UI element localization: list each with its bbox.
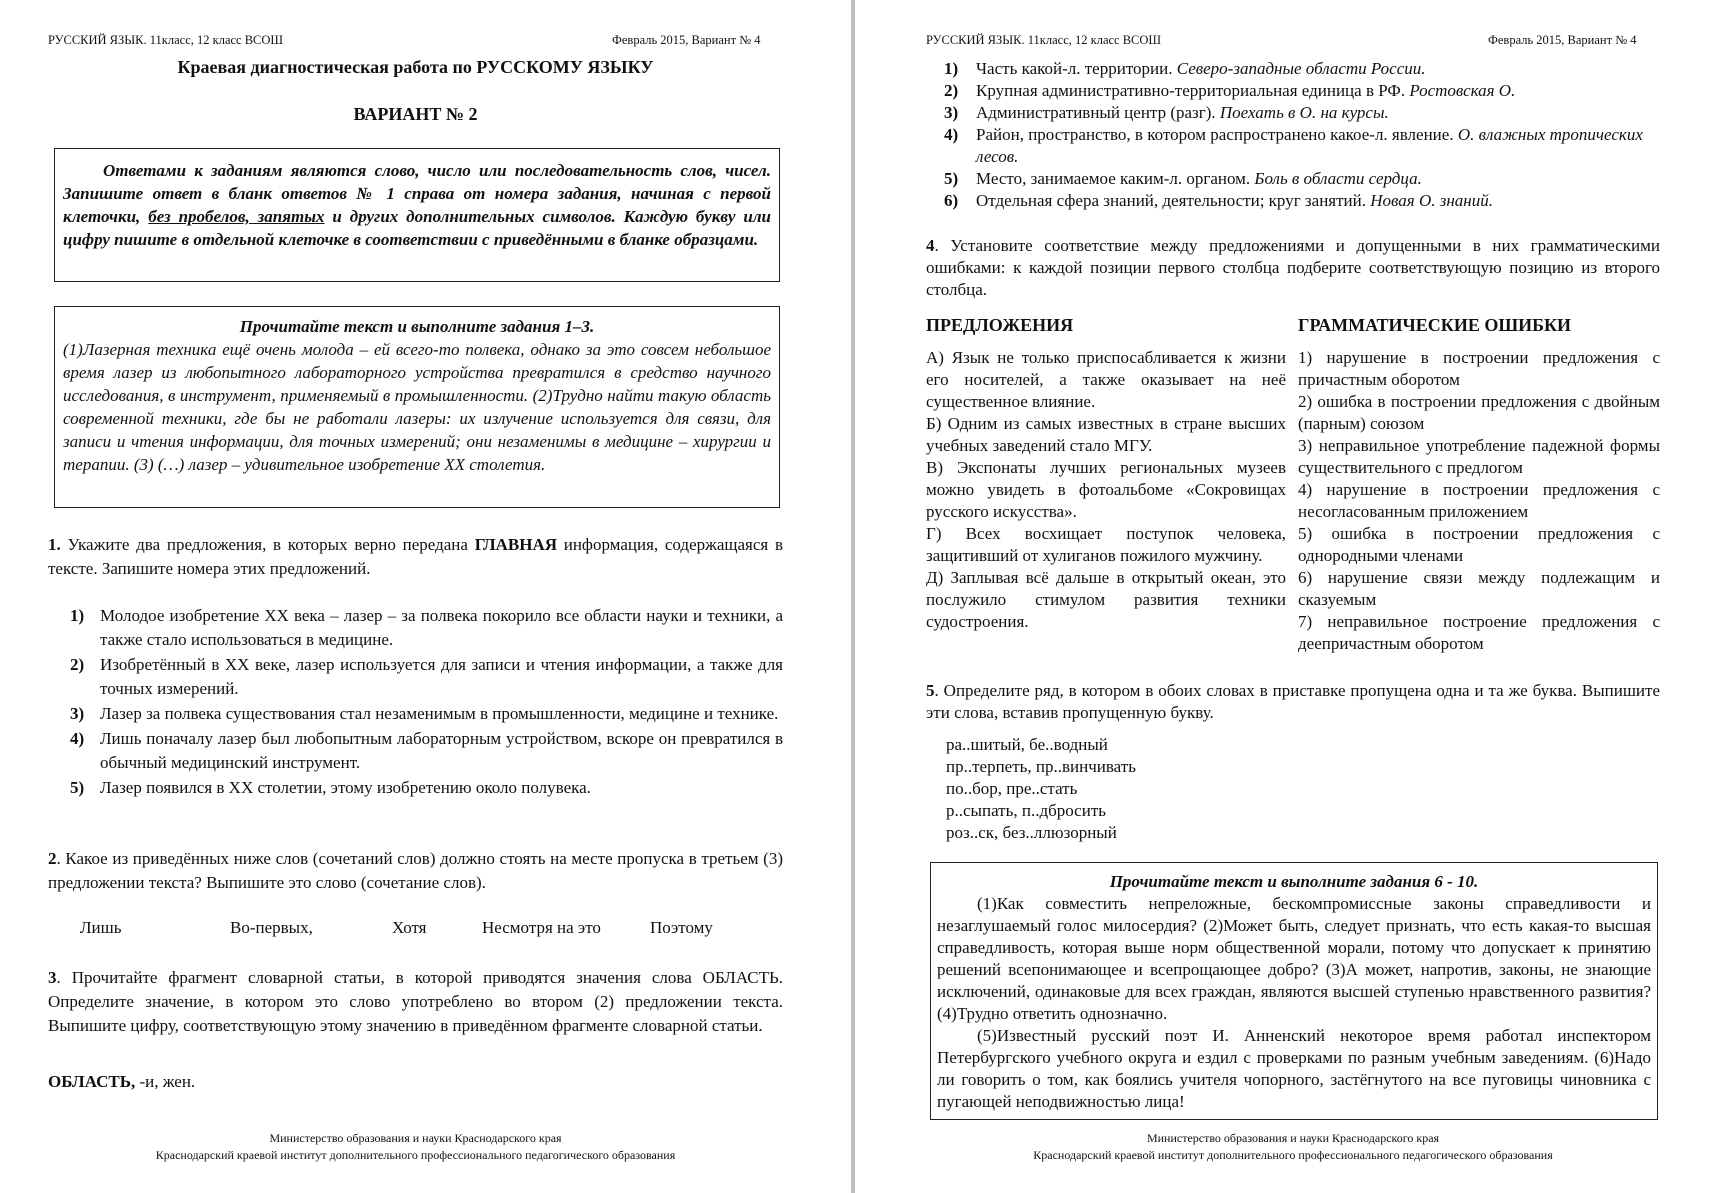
word-row-1: ра..шитый, бе..водный (946, 735, 1108, 754)
option-text: Изобретённый в XX веке, лазер используется для записи и чтения информации, а также для точных измерений. (100, 655, 783, 698)
definition-text: Район, пространство, в котором распространено какое-л. явление. (976, 125, 1458, 144)
definition-example: Ростовская О. (1409, 81, 1516, 100)
task-3 (48, 966, 783, 1038)
footer-left (48, 1130, 783, 1164)
definition-example: О. влажных тропических лесов. (976, 125, 1643, 166)
option-3 (70, 702, 783, 726)
definition-1 (944, 58, 1660, 80)
error-3: 3) неправильное употребление падежной формы существительного с предлогом (1298, 436, 1660, 477)
word-row-4: р..сыпать, п..дбросить (946, 801, 1106, 820)
error-4: 4) нарушение в построении предложения с несогласованным приложением (1298, 480, 1660, 521)
definition-text: Крупная административно-территориальная единица в РФ. (976, 81, 1410, 100)
sentence-c: В) Экспонаты лучших региональных музеев можно увидеть в фотоальбоме «Сокровищах русского искусства». (926, 458, 1286, 521)
option-number: 1) (70, 606, 85, 625)
footer-right (926, 1130, 1660, 1164)
instructions-box (54, 148, 780, 282)
word-row-3: по..бор, пре..стать (946, 779, 1078, 798)
option-5 (70, 776, 783, 800)
reading-paragraph-2: (5)Известный русский поэт И. Анненский некоторое время работал инспектором Петербургского учебного округа и ездил с проверками по разным учебным заведениям. (6)Надо ли говорить о том, как боялись учителя чопорного, застёгнутого на все пуговицы чиновника с пугающей неподвижностью лица! (937, 1026, 1651, 1111)
definition-3 (944, 102, 1660, 124)
sentence-e: Д) Заплывая всё дальше в открытый океан, это послужило стимулом развития техники судостроения. (926, 568, 1286, 631)
sentences-column (926, 347, 1286, 633)
definition-text: Административный центр (разг). (976, 103, 1220, 122)
footer-line-2: Краснодарский краевой институт дополнительного профессионального педагогического образования (1033, 1148, 1553, 1162)
task-1-post: информация, содержащаяся в тексте. Запишите номера этих предложений. (48, 535, 783, 578)
definitions-list (944, 58, 1660, 212)
definition-text: Часть какой-л. территории. (976, 59, 1177, 78)
task-5-number: 5 (926, 681, 935, 700)
instructions-text (63, 159, 771, 251)
definition-number: 3) (944, 103, 959, 122)
instructions-part1: Ответами к заданиям являются слово, число или последовательность слов, чисел. Запишите ответ в бланк ответов № 1 справа от номера задания, начиная с первой клеточки, (63, 161, 771, 226)
option-number: 2) (70, 655, 85, 674)
option-number: 5) (70, 778, 85, 797)
definition-text: Место, занимаемое каким-л. органом. (976, 169, 1255, 188)
footer-line-1: Министерство образования и науки Краснодарского края (1146, 1131, 1440, 1145)
sentence-b: Б) Одним из самых известных в стране высших учебных заведений стало МГУ. (926, 414, 1286, 455)
reading-text: (1)Лазерная техника ещё очень молода – ей всего-то полвека, однако за это совсем небольшое время лазер из любопытного лабораторного устройства превратился в средство научного исследования, в инструмент, применяемый в промышленности. (2)Трудно найти такую область современной техники, где бы не работали лазеры: их излучение используется для связи, для записи и чтения информации, для точных измерений; они незаменимы в медицине – хирургии и терапии. (3) (…) лазер – удивительное изобретение XX столетия. (63, 340, 771, 474)
definition-number: 2) (944, 81, 959, 100)
header-left-right-page: РУССКИЙ ЯЗЫК. 11класс, 12 класс ВСОШ (926, 33, 1162, 47)
errors-header: ГРАММАТИЧЕСКИЕ ОШИБКИ (1298, 315, 1572, 335)
task-2 (48, 847, 783, 895)
reading-paragraph-1: (1)Как совместить непреложные, бескомпромиссные законы справедливости и незаглушаемый голос милосердия? (2)Может быть, следует признать, что есть какая-то высшая справедливость, которая выше норм общественной морали, потому что допускает к принятию решений всепонимающее и всепрощающее добро? (3)А может, напротив, законы, не знающие исключений, одинаковые для всех граждан, являются высшей ступенью нравственного развития? (4)Трудно ответить однозначно. (937, 894, 1651, 1023)
word-row-5: роз..ск, без..ллюзорный (946, 823, 1117, 842)
page-divider (851, 0, 855, 1193)
reading-text-box (54, 306, 780, 508)
error-2: 2) ошибка в построении предложения с двойным (парным) союзом (1298, 392, 1660, 433)
option-number: 3) (70, 704, 85, 723)
word-row-2: пр..терпеть, пр..винчивать (946, 757, 1136, 776)
definition-6 (944, 190, 1660, 212)
header-right: Февраль 2015, Вариант № 4 (612, 33, 761, 47)
option-2 (70, 653, 783, 701)
error-7: 7) неправильное построение предложения с деепричастным оборотом (1298, 612, 1660, 653)
option-text: Молодое изобретение XX века – лазер – за полвека покорило все области науки и техники, а также стало использоваться в медицине. (100, 606, 783, 649)
task-2-number: 2 (48, 849, 57, 868)
definition-example: Боль в области сердца. (1254, 169, 1422, 188)
definition-4 (944, 124, 1660, 168)
variant-title: ВАРИАНТ № 2 (353, 104, 478, 124)
error-1: 1) нарушение в построении предложения с причастным оборотом (1298, 348, 1660, 389)
header-left: РУССКИЙ ЯЗЫК. 11класс, 12 класс ВСОШ (48, 33, 284, 47)
option-text: Лишь поначалу лазер был любопытным лабораторным устройством, вскоре он превратился в обычный медицинский инструмент. (100, 729, 783, 772)
definition-text: Отдельная сфера знаний, деятельности; круг занятий. (976, 191, 1371, 210)
sentences-header: ПРЕДЛОЖЕНИЯ (926, 315, 1074, 335)
error-5: 5) ошибка в построении предложения с однородными членами (1298, 524, 1660, 565)
instructions-underlined: без пробелов, запятых (148, 207, 325, 226)
definition-example: Поехать в О. на курсы. (1219, 103, 1389, 122)
entry-grammar: -и, жен. (135, 1072, 196, 1091)
task-5 (926, 680, 1660, 724)
reading-heading-2: Прочитайте текст и выполните задания 6 - 10. (1109, 872, 1479, 891)
task-4-text: . Установите соответствие между предложениями и допущенными в них грамматическими ошибками: к каждой позиции первого столбца подберите соответствующую позицию из второго столбца. (926, 236, 1660, 299)
option-4 (70, 727, 783, 775)
definition-number: 6) (944, 191, 959, 210)
choice-2: Во-первых, (230, 918, 313, 937)
entry-word: ОБЛАСТЬ, (48, 1072, 136, 1091)
reading-text-box-2 (930, 862, 1658, 1120)
reading-heading: Прочитайте текст и выполните задания 1–3. (239, 317, 595, 336)
task-4-number: 4 (926, 236, 935, 255)
sentence-d: Г) Всех восхищает поступок человека, защитивший от хулиганов пожилого мужчину. (926, 524, 1286, 565)
option-number: 4) (70, 729, 85, 748)
definition-number: 5) (944, 169, 959, 188)
choice-4: Несмотря на это (482, 918, 601, 937)
header-right-right-page: Февраль 2015, Вариант № 4 (1488, 33, 1637, 47)
task-5-text: . Определите ряд, в котором в обоих словах в приставке пропущена одна и та же буква. Выпишите эти слова, вставив пропущенную букву. (926, 681, 1660, 722)
option-text: Лазер появился в XX столетии, этому изобретению около полувека. (100, 778, 591, 797)
instructions-part2: и других дополнительных символов. Каждую букву или цифру пишите в отдельной клеточке в соответствии с приведёнными в бланке образцами. (63, 207, 772, 249)
task-3-text: . Прочитайте фрагмент словарной статьи, в которой приводятся значения слова ОБЛАСТЬ. Определите значение, в котором это слово употреблено во втором (2) предложении текста. Выпишите цифру, соответствующую этому значению в приведённом фрагменте словарной статьи. (48, 968, 783, 1035)
page-title: Краевая диагностическая работа по РУССКОМУ ЯЗЫКУ (177, 57, 654, 77)
task-1-pre: Укажите два предложения, в которых верно передана (60, 535, 475, 554)
task-4 (926, 235, 1660, 301)
definition-number: 1) (944, 59, 959, 78)
error-6: 6) нарушение связи между подлежащим и сказуемым (1298, 568, 1660, 609)
definition-5 (944, 168, 1660, 190)
definition-example: Северо-западные области России. (1176, 59, 1426, 78)
definition-2 (944, 80, 1660, 102)
option-text: Лазер за полвека существования стал незаменимым в промышленности, медицине и технике. (100, 704, 779, 723)
sentence-a: А) Язык не только приспосабливается к жизни его носителей, а также оказывает на неё существенное влияние. (926, 348, 1286, 411)
task-5-rows (946, 734, 1136, 844)
choice-1: Лишь (80, 918, 122, 937)
definition-example: Новая О. знаний. (1370, 191, 1493, 210)
task-1 (48, 533, 783, 581)
task-1-options (70, 604, 783, 801)
footer-line-2: Краснодарский краевой институт дополнительного профессионального педагогического образования (155, 1148, 676, 1162)
choice-3: Хотя (392, 918, 427, 937)
option-1 (70, 604, 783, 652)
task-1-bold: ГЛАВНАЯ (474, 535, 557, 554)
footer-line-1: Министерство образования и науки Краснодарского края (269, 1131, 562, 1145)
task-2-text: . Какое из приведённых ниже слов (сочетаний слов) должно стоять на месте пропуска в третьем (3) предложении текста? Выпишите это слово (сочетание слов). (48, 849, 783, 892)
choice-5: Поэтому (650, 918, 713, 937)
dictionary-entry (48, 1070, 783, 1094)
definition-number: 4) (944, 125, 959, 144)
task-1-number: 1. (48, 535, 61, 554)
errors-column (1298, 347, 1660, 655)
task-3-number: 3 (48, 968, 57, 987)
